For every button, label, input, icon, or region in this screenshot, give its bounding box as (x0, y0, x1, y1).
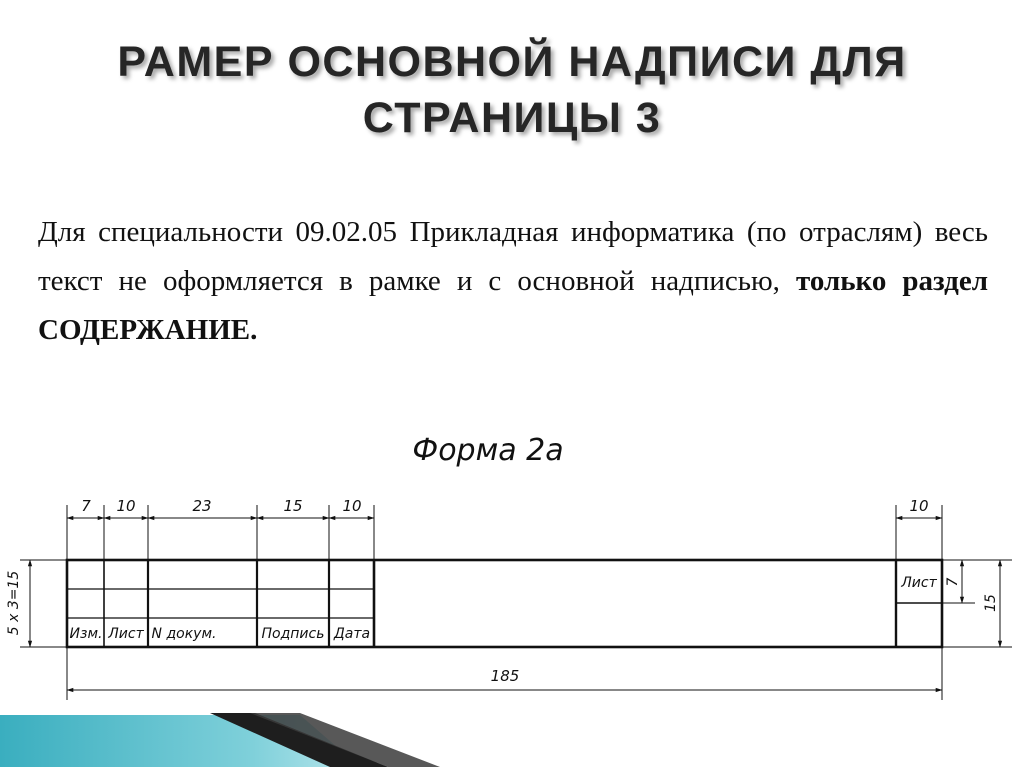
left-dimension (20, 560, 67, 647)
dim-label-sheet-col: 10 (909, 497, 929, 515)
body-paragraph (38, 208, 988, 355)
paragraph-bold-text: только раздел СОДЕРЖАНИЕ. (38, 265, 988, 346)
decorative-bottom-bar (0, 700, 1024, 767)
paragraph-regular-text: Для специальности 09.02.05 Прикладная информатика (по отраслям) весь текст не оформляется в рамке и с основной надписью, (38, 216, 988, 297)
form-title: Форма 2а (412, 433, 564, 468)
slide-title-line-2: СТРАНИЦЫ 3 (362, 94, 662, 142)
column-label-signature: Подпись (261, 626, 325, 642)
right-dim-small-label: 7 (945, 577, 961, 587)
total-width-label: 185 (490, 667, 520, 685)
column-label-date: Дата (333, 626, 371, 642)
left-dim-label: 5 x 3=15 (6, 570, 22, 636)
slide-title (0, 34, 1024, 146)
sheet-cell-label: Лист (901, 575, 937, 591)
right-dim-total-label: 15 (983, 594, 999, 612)
dim-label-col1: 7 (81, 497, 91, 515)
column-label-sheet: Лист (108, 626, 144, 642)
column-label-doc-number: N докум. (151, 626, 217, 642)
dim-label-col3: 23 (192, 497, 212, 515)
slide-title-line-1: РАМЕР ОСНОВНОЙ НАДПИСИ ДЛЯ (117, 38, 907, 86)
title-block-drawing (0, 410, 1024, 700)
right-dimensions (942, 560, 1012, 647)
dim-label-col5: 10 (342, 497, 362, 515)
column-label-change: Изм. (69, 626, 103, 642)
dim-label-col2: 10 (116, 497, 136, 515)
dim-label-col4: 15 (283, 497, 303, 515)
